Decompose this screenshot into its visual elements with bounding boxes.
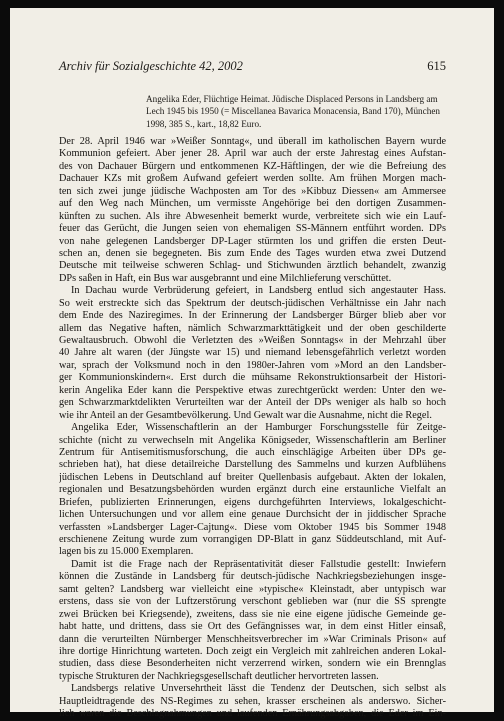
paragraph <box>59 683 446 720</box>
review-body <box>59 136 446 721</box>
text-line: Hauptleidtragende des NS-Regimes zu sehen, krasser erscheinen als anderswo. Sicher- <box>59 695 446 707</box>
text-line: zwei Brücken bei Kriegsende), zweitens, dass sie nie eine eigene jüdische Gemeinde ge- <box>59 608 446 620</box>
text-line: Landsbergs relative Unversehrtheit lässt die Tendenz der Deutschen, sich selbst als <box>71 683 446 695</box>
text-line: jüdischen Lebens in Deutschland auf breiter Quellenbasis aufgebaut. Akten der lokalen, <box>59 471 446 483</box>
text-line: Angelika Eder, Wissenschaftlerin an der Hamburger Forschungsstelle für Zeitge- <box>71 422 446 434</box>
page-number: 615 <box>427 59 446 73</box>
paragraph <box>59 559 446 683</box>
text-line: Der 28. April 1946 war »Weißer Sonntag«, und überall im katholischen Bayern wurde <box>59 136 446 147</box>
text-line: ger Kommunionskindern«. Erst durch die mühsame Rekonstruktionsarbeit der Histori- <box>59 372 446 384</box>
text-line: wie ihr Anteil an der Gesamtbevölkerung. Und Gewalt war die Ausnahme, nicht die Regel. <box>59 409 432 421</box>
text-line: feuer das Gerücht, die Jungen seien von ehemaligen SS-Männern entführt worden. DPs <box>59 223 446 235</box>
paragraph <box>59 422 446 559</box>
text-line: ten sich zwei junge jüdische Wachposten am Tor des »Kibbuz Diessen« am Ammersee <box>59 185 446 197</box>
text-line: lich waren die Beschlagnahmungen und laufenden Ernährungsabgaben, die Eder im Ein- <box>59 708 446 720</box>
text-line: Dachauer KZs mit großem Aufwand gefeiert werden sollte. Am frühen Morgen mach- <box>59 173 446 185</box>
text-line: ihre dortige Hinrichtung warteten. Doch zeigt ein Vergleich mit zahlreichen anderen Lokal- <box>59 645 446 657</box>
text-line: studien, dass diese Besonderheiten nicht verzerrend wirken, sondern wie ein Brennglas <box>59 658 446 670</box>
text-line: In Dachau wurde Verbrüderung gefeiert, in Landsberg entlud sich angestauter Hass. <box>71 285 446 297</box>
text-line: erstens, dass sie von der Luftzerstörung verschont geblieben war (nur die SS sprengte <box>59 596 446 608</box>
text-line: schen an, denen sie begegneten. Bis zum Ende des Tages wurden etwa zwei Dutzend <box>59 247 446 259</box>
journal-title: Archiv für Sozialgeschichte 42, 2002 <box>59 59 243 73</box>
text-line: von nahe gelegenen Landsberger DP-Lager stürmten los und griffen die ersten Deut- <box>59 235 446 247</box>
text-line: DPs saßen in Haft, ein Bus war ausgebrannt und eine Milchlieferung verschüttet. <box>59 272 392 284</box>
text-line: allem das Negative haften, nämlich Schwarzmarkttätigkeit und der oben geschilderte <box>59 322 446 334</box>
text-line: Briefen, publizierten Erinnerungen, eigens durchgeführten Interviews, lokalgeschicht- <box>59 496 446 508</box>
citation-line: Lech 1945 bis 1950 (= Miscellanea Bavarica Monacensia, Band 170), München <box>146 106 440 117</box>
book-citation <box>146 93 438 130</box>
text-line: kerin Angelika Eder kann die Perspektive etwas zurechtgerückt werden: Unter den we- <box>59 384 446 396</box>
text-line: regionalen und Besatzungsbehörden wurden ergänzt durch eine erstaunliche Vielfalt an <box>59 484 446 496</box>
text-line: Kommunion gefeiert. Aber jener 28. April war auch der erste Jahrestag eines Aufstan- <box>59 148 446 160</box>
paragraph <box>59 136 446 285</box>
text-line: Damit ist die Frage nach der Repräsentativität dieser Fallstudie gestellt: Inwiefern <box>71 558 446 570</box>
text-line: lagen bis zu 15.000 Exemplaren. <box>59 546 194 558</box>
text-line: Zentrum für Antisemitismusforschung, die auch einschlägige Arbeiten über DPs ge- <box>59 446 446 458</box>
text-line: samt gelten? Landsberg war vielleicht eine »typische« Kleinstadt, aber untypisch war <box>59 583 446 595</box>
text-line: gen Schwarzmarktdelikten Verurteilten war der Anteil der DPs weniger als halb so hoch <box>59 397 446 409</box>
text-line: lichen Untersuchungen und vor allem eine genaue Durchsicht der in jiddischer Sprache <box>59 509 446 521</box>
citation-line: Angelika Eder, Flüchtige Heimat. Jüdische Displaced Persons in Landsberg am <box>146 94 438 104</box>
text-line: Deutsche mit teilweise schweren Schlag- und Stichwunden ärztlich behandelt, zwanzig <box>59 260 446 272</box>
document-page <box>10 8 494 720</box>
text-line: dann die verurteilten Nürnberger Menschheitsverbrecher im »War Criminals Prison« auf <box>59 633 446 645</box>
text-line: dem Ende des Naziregimes. In der Erinnerung der Landsberger Bürger blieb aber vor <box>59 310 446 322</box>
text-line: verfassten »Landsberger Lager-Cajtung«. Diese vom Oktober 1945 bis Sommer 1948 <box>59 521 446 533</box>
text-line: habt hatte, und drittens, dass sie Ort des Gefängnisses war, in dem einst Hitler einsaß, <box>59 621 446 633</box>
running-header <box>59 59 446 75</box>
text-line: erschienene Zeitung wurde zum vorrangigen DP-Blatt in ganz Süddeutschland, mit Auf- <box>59 534 446 545</box>
text-line: auf den Weg nach München, um vermisste Angehörige bei den dortigen Zusammen- <box>59 198 446 210</box>
text-line: war, sprach der Volksmund noch in den 1980er-Jahren vom »Mord an den Landsber- <box>59 359 446 371</box>
text-line: künften zu suchen. Als ihre Abwesenheit bemerkt wurde, verbreitete sich wie ein Lauf- <box>59 210 446 222</box>
text-line: des von Dachauer Bürgern und entkommenen KZ-Häftlingen, der wie die Befreiung des <box>59 160 446 172</box>
text-line: Gewaltausbruch. Obwohl die Verletzten des »Weißen Sonntags« in der Mehrzahl über <box>59 335 446 346</box>
citation-line: 1998, 385 S., kart., 18,82 Euro. <box>146 118 262 129</box>
text-line: 40 Jahre alt waren (der Jüngste war 15) und niemand lebensgefährlich verletzt worden <box>59 347 446 359</box>
text-line: schrieben hat), hat diese detailreiche Darstellung des Sammelns und kurzen Aufblühens <box>59 459 446 471</box>
text-line: So weit erstreckte sich das Spektrum der deutsch-jüdischen Verhältnisse ein Jahr nach <box>59 297 446 309</box>
text-line: schichte (nicht zu verwechseln mit Angelika Königseder, Wissenschaftlerin am Berliner <box>59 434 446 446</box>
paragraph <box>59 285 446 422</box>
text-line: können die Zustände in Landsberg für deutsch-jüdische Nachkriegsbeziehungen insge- <box>59 571 446 583</box>
text-line: typische Strukturen der Nachkriegsgesellschaft deutlicher hervortreten lassen. <box>59 670 379 682</box>
